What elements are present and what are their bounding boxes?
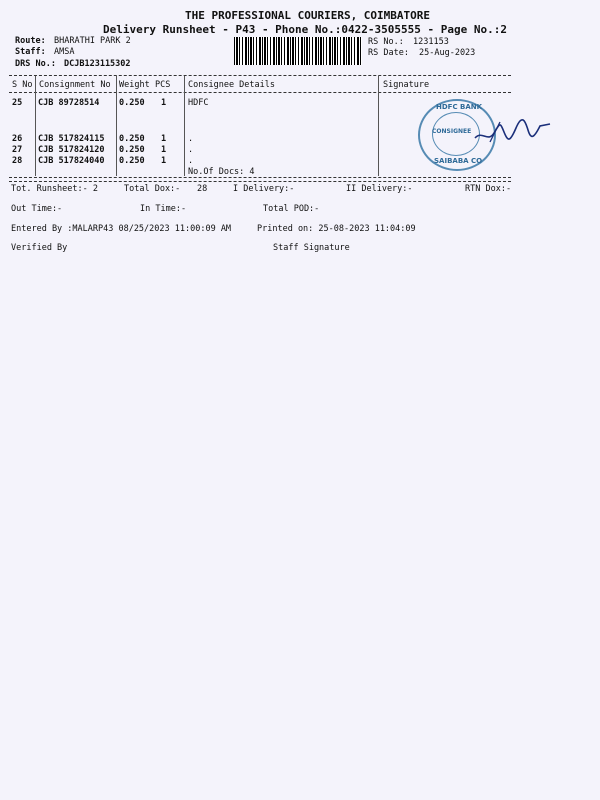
- col-header-pcs: PCS: [155, 80, 171, 90]
- table-header-rule: [9, 92, 511, 93]
- out-time: Out Time:-: [11, 204, 63, 214]
- col-header-sno: S No: [12, 80, 33, 90]
- row-sno: 26: [12, 134, 23, 144]
- row-consignment: CJB 517824115: [38, 134, 105, 144]
- row-weight: 0.250: [119, 145, 145, 155]
- total-pod: Total POD:-: [263, 204, 320, 214]
- row-sno: 28: [12, 156, 23, 166]
- col-header-consignee: Consignee Details: [188, 80, 275, 90]
- route-value: BHARATHI PARK 2: [54, 36, 131, 46]
- table-top-rule: [9, 75, 511, 76]
- col-header-consignment: Consignment No: [39, 80, 111, 90]
- col-header-signature: Signature: [383, 80, 430, 90]
- staff-signature: Staff Signature: [273, 243, 350, 253]
- i-delivery: I Delivery:-: [233, 184, 295, 194]
- entered-by: Entered By :MALARP43 08/25/2023 11:00:09 AM: [11, 224, 232, 234]
- row-consignment: CJB 89728514: [38, 98, 100, 108]
- row-pcs: 1: [161, 134, 167, 144]
- row-consignee: .: [188, 156, 194, 166]
- rs-date-value: 25-Aug-2023: [419, 48, 476, 58]
- table-bottom-rule: [9, 177, 511, 178]
- runsheet-subtitle: Delivery Runsheet - P43 - Phone No.:0422-3505555 - Page No.:2: [103, 23, 507, 36]
- rs-date-label: RS Date:: [368, 48, 409, 58]
- row-pcs: 1: [161, 145, 167, 155]
- total-dox-label: Total Dox:-: [124, 184, 181, 194]
- row-weight: 0.250: [119, 98, 145, 108]
- col-divider: [35, 76, 36, 176]
- row-consignee: .: [188, 145, 194, 155]
- stamp-text: HDFC BANK: [436, 103, 483, 111]
- row-weight: 0.250: [119, 156, 145, 166]
- handwritten-signature: [470, 108, 555, 153]
- row-consignment: CJB 517824040: [38, 156, 105, 166]
- row-sno: 25: [12, 98, 23, 108]
- col-divider: [184, 76, 185, 176]
- row-consignee: HDFC: [188, 98, 209, 108]
- row-weight: 0.250: [119, 134, 145, 144]
- stamp-text: CONSIGNEE: [432, 128, 472, 135]
- printed-on: Printed on: 25-08-2023 11:04:09: [257, 224, 416, 234]
- rs-no-label: RS No.:: [368, 37, 404, 47]
- col-divider: [378, 76, 379, 176]
- route-label: Route:: [15, 36, 46, 46]
- row-consignment: CJB 517824120: [38, 145, 105, 155]
- drs-label: DRS No.:: [15, 59, 56, 69]
- verified-by: Verified By: [11, 243, 68, 253]
- summary-rule: [9, 181, 511, 182]
- company-title: THE PROFESSIONAL COURIERS, COIMBATORE: [185, 9, 431, 22]
- drs-value: DCJB123115302: [64, 59, 131, 69]
- barcode-image: [234, 37, 362, 65]
- tot-runsheet: Tot. Runsheet:- 2: [11, 184, 98, 194]
- in-time: In Time:-: [140, 204, 187, 214]
- ii-delivery: II Delivery:-: [346, 184, 413, 194]
- row-pcs: 1: [161, 156, 167, 166]
- rtn-dox: RTN Dox:-: [465, 184, 512, 194]
- stamp-text: SAIBABA CO: [434, 157, 483, 165]
- no-of-docs: No.Of Docs: 4: [188, 167, 255, 177]
- staff-label: Staff:: [15, 47, 46, 57]
- col-divider: [116, 76, 117, 176]
- total-dox-value: 28: [197, 184, 208, 194]
- row-sno: 27: [12, 145, 23, 155]
- col-header-weight: Weight: [119, 80, 150, 90]
- staff-value: AMSA: [54, 47, 75, 57]
- row-pcs: 1: [161, 98, 167, 108]
- row-consignee: .: [188, 134, 194, 144]
- rs-no-value: 1231153: [413, 37, 449, 47]
